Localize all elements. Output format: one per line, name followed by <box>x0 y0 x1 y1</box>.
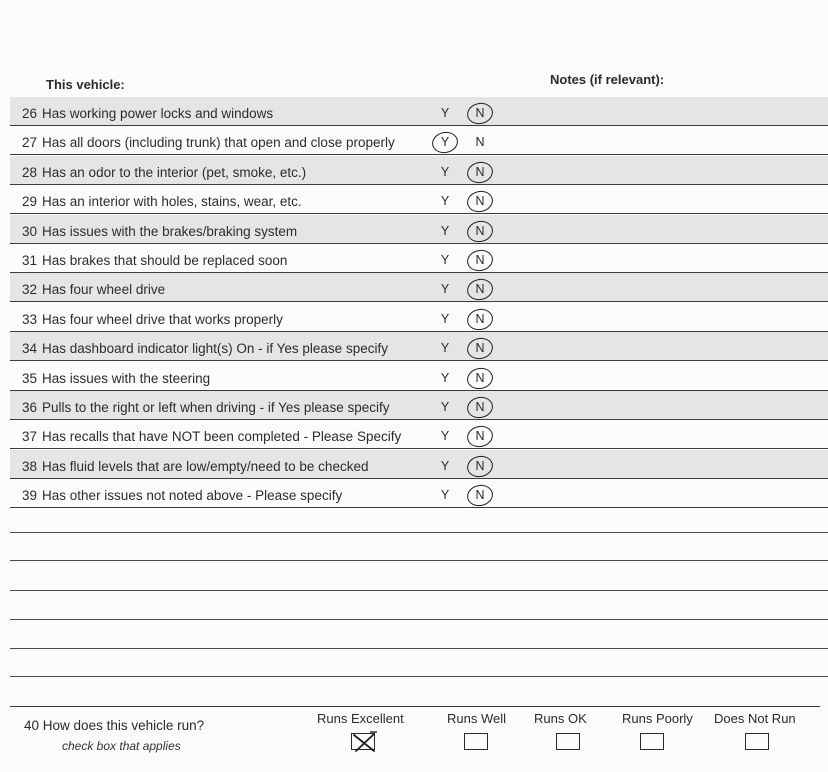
no-option[interactable]: N <box>473 371 487 385</box>
question-label: Has issues with the brakes/braking system <box>42 223 298 239</box>
blank-note-line[interactable] <box>10 676 828 677</box>
question-label: Has working power locks and windows <box>42 106 274 121</box>
no-option[interactable]: N <box>473 253 487 267</box>
circled-answer-mark <box>465 336 495 362</box>
question-number: 26 <box>22 106 38 121</box>
run-option-checkbox[interactable] <box>351 733 375 750</box>
yes-option[interactable]: Y <box>440 400 450 414</box>
run-question-label: How does this vehicle run? <box>42 718 205 733</box>
no-option[interactable]: N <box>473 194 487 208</box>
question-number: 31 <box>22 253 38 268</box>
question-row <box>10 185 828 214</box>
run-option-checkbox[interactable] <box>640 733 664 750</box>
blank-note-line[interactable] <box>10 532 828 533</box>
circled-answer-mark <box>430 130 460 156</box>
no-option[interactable]: N <box>473 312 487 326</box>
circled-answer-mark <box>465 453 495 479</box>
question-text <box>22 429 401 444</box>
run-option-label: Runs OK <box>534 711 587 726</box>
yes-option[interactable]: Y <box>440 311 450 326</box>
question-row <box>10 332 828 361</box>
yes-option[interactable]: Y <box>440 458 450 473</box>
question-row <box>10 156 828 185</box>
question-number: 36 <box>22 400 38 415</box>
no-option[interactable]: N <box>475 135 485 150</box>
question-row <box>10 273 828 302</box>
question-number: 33 <box>22 311 38 327</box>
question-row <box>10 303 828 332</box>
run-condition-section <box>10 706 820 767</box>
no-option[interactable]: N <box>473 341 487 355</box>
question-label: Has other issues not noted above - Please specify <box>42 488 343 504</box>
blank-note-line[interactable] <box>10 560 828 561</box>
question-label: Pulls to the right or left when driving - if Yes please specify <box>42 400 390 415</box>
question-label: Has dashboard indicator light(s) On - if Yes please specify <box>42 341 388 357</box>
no-option[interactable]: N <box>473 400 487 414</box>
question-row <box>10 97 828 126</box>
yes-option[interactable]: Y <box>440 106 450 120</box>
question-row <box>10 362 828 391</box>
question-row <box>10 450 828 479</box>
run-option-checkbox[interactable] <box>745 733 769 750</box>
blank-note-line[interactable] <box>10 619 828 620</box>
question-row <box>10 391 828 420</box>
run-option-label: Does Not Run <box>714 711 796 726</box>
question-text <box>22 341 388 356</box>
circled-answer-mark <box>465 189 495 215</box>
question-label: Has an interior with holes, stains, wear, etc. <box>42 194 302 210</box>
question-number: 29 <box>22 194 38 210</box>
yes-option[interactable]: Y <box>440 194 450 209</box>
question-row <box>10 126 828 155</box>
yes-option[interactable]: Y <box>440 253 450 267</box>
question-number: 39 <box>22 488 38 504</box>
run-option-label: Runs Poorly <box>622 711 693 726</box>
no-option[interactable]: N <box>473 224 487 238</box>
question-text <box>22 106 273 121</box>
yes-option[interactable]: Y <box>440 164 450 179</box>
question-row <box>10 244 828 273</box>
circled-answer-mark <box>465 218 495 244</box>
question-text <box>22 224 297 239</box>
question-label: Has an odor to the interior (pet, smoke, etc.) <box>42 164 307 180</box>
question-text <box>22 371 210 386</box>
check-x-mark <box>350 729 380 753</box>
yes-option[interactable]: Y <box>440 429 450 444</box>
circled-answer-mark <box>465 277 495 303</box>
question-text <box>22 488 342 503</box>
question-label: Has issues with the steering <box>42 370 211 386</box>
yes-option[interactable]: Y <box>438 135 452 149</box>
no-option[interactable]: N <box>473 459 487 473</box>
no-option[interactable]: N <box>473 429 487 443</box>
no-option[interactable]: N <box>473 282 487 296</box>
question-number: 34 <box>22 341 38 357</box>
circled-answer-mark <box>465 248 495 274</box>
circled-answer-mark <box>465 306 495 332</box>
question-number: 28 <box>22 164 38 180</box>
question-number: 27 <box>22 135 38 151</box>
question-number: 38 <box>22 458 38 474</box>
question-row <box>10 420 828 449</box>
question-number: 35 <box>22 370 38 386</box>
question-label: Has brakes that should be replaced soon <box>42 253 288 268</box>
question-text <box>22 459 368 474</box>
no-option[interactable]: N <box>473 165 487 179</box>
run-option-checkbox[interactable] <box>464 733 488 750</box>
question-text <box>22 400 389 415</box>
circled-answer-mark <box>465 365 495 391</box>
no-option[interactable]: N <box>473 488 487 502</box>
question-label: Has fluid levels that are low/empty/need to be checked <box>42 458 369 474</box>
notes-column-label: Notes (if relevant): <box>550 72 665 87</box>
vehicle-section-label: This vehicle: <box>46 77 125 92</box>
yes-option[interactable]: Y <box>440 223 450 238</box>
question-label: Has all doors (including trunk) that open and close properly <box>42 135 395 151</box>
question-number: 30 <box>22 223 38 239</box>
yes-option[interactable]: Y <box>440 341 450 356</box>
circled-answer-mark <box>465 483 495 509</box>
yes-option[interactable]: Y <box>440 488 450 503</box>
circled-answer-mark <box>465 424 495 450</box>
run-question-hint: check box that applies <box>62 739 181 753</box>
question-text <box>22 253 287 268</box>
question-label: Has recalls that have NOT been completed - Please Specify <box>42 429 402 445</box>
no-option[interactable]: N <box>473 106 487 120</box>
question-text <box>22 165 306 180</box>
run-option-checkbox[interactable] <box>556 733 580 750</box>
blank-note-line[interactable] <box>10 590 828 591</box>
yes-option[interactable]: Y <box>440 370 450 385</box>
run-question-number: 40 <box>24 718 40 733</box>
question-number: 37 <box>22 429 38 445</box>
yes-option[interactable]: Y <box>440 282 450 297</box>
question-text <box>22 312 283 327</box>
run-option-label: Runs Well <box>447 711 507 726</box>
question-number: 32 <box>22 282 38 298</box>
run-option-label: Runs Excellent <box>317 711 404 726</box>
circled-answer-mark <box>465 159 495 185</box>
question-label: Has four wheel drive that works properly <box>42 311 283 327</box>
run-question-text <box>24 718 204 733</box>
question-text <box>22 135 395 150</box>
question-label: Has four wheel drive <box>42 282 166 298</box>
question-text <box>22 282 165 297</box>
circled-answer-mark <box>465 395 495 421</box>
question-row <box>10 215 828 244</box>
circled-answer-mark <box>465 101 495 127</box>
question-text <box>22 194 302 209</box>
blank-note-line[interactable] <box>10 648 828 649</box>
question-row <box>10 479 828 508</box>
